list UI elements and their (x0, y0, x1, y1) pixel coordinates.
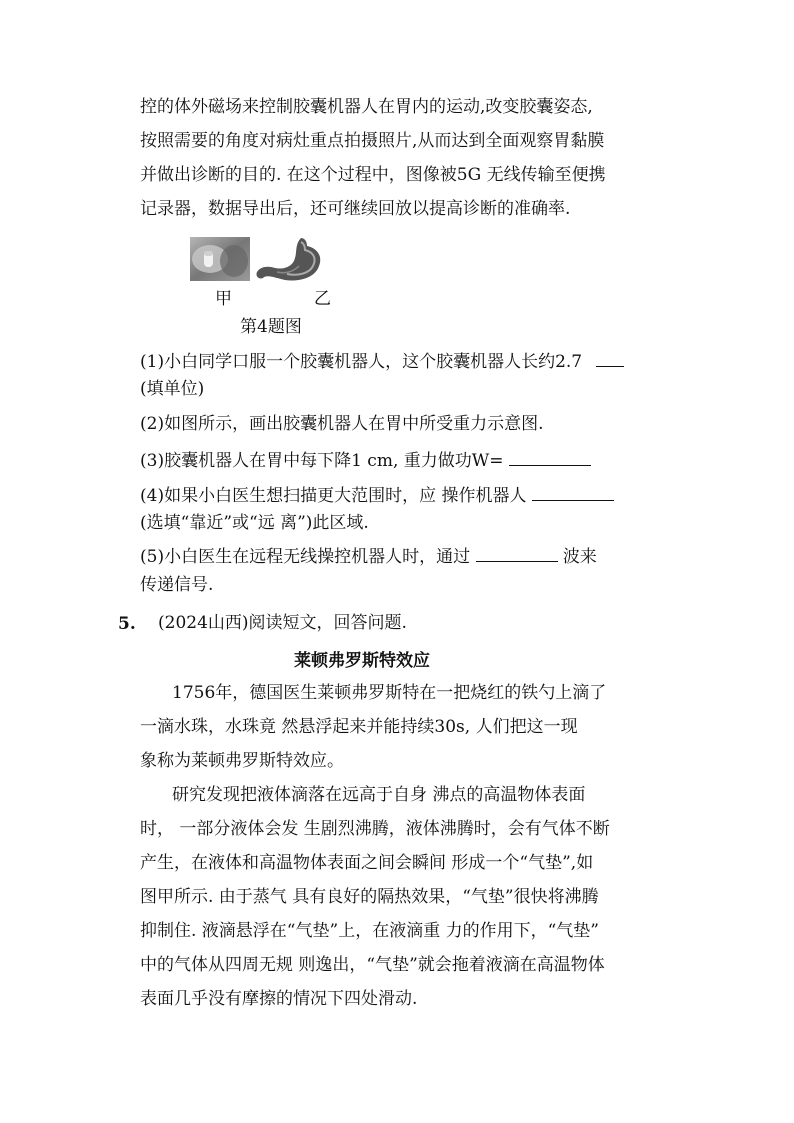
capsule-photo (190, 237, 250, 281)
article-title: 莱顿弗罗斯特效应 (294, 651, 430, 671)
figure-caption: 第4题图 (240, 317, 302, 337)
para2-line-4: 图甲所示. 由于蒸气 具有良好的隔热效果，“气垫”很快将沸腾 (140, 887, 599, 907)
q4-part1 (140, 350, 624, 373)
intro-line-2: 按照需要的角度对病灶重点拍摄照片,从而达到全面观察胃黏膜 (140, 131, 605, 151)
para2-line-3: 产生，在液体和高温物体表面之间会瞬间 形成一个“气垫”,如 (140, 853, 594, 873)
q4-part3 (140, 449, 591, 472)
q4-part4-hint: (选填“靠近”或“远 离”)此区域. (140, 513, 369, 533)
answer-blank-1[interactable] (596, 350, 624, 367)
para2-line-6: 中的气体从四周无规 则逸出，“气垫”就会拖着液滴在高温物体 (140, 955, 605, 975)
answer-blank-3[interactable] (509, 449, 591, 466)
para2-line-1: 研究发现把液体滴落在远高于自身 沸点的高温物体表面 (172, 785, 586, 805)
q4-part5 (140, 545, 597, 568)
intro-line-1: 控的体外磁场来控制胶囊机器人在胃内的运动,改变胶囊姿态, (140, 97, 593, 117)
q4-part4 (140, 484, 614, 507)
figure-label-yi: 乙 (314, 289, 331, 309)
para2-line-7: 表面几乎没有摩擦的情况下四处滑动. (140, 989, 418, 1009)
q4-part5-tail: 波来 (562, 547, 597, 567)
answer-blank-4[interactable] (532, 484, 614, 501)
intro-line-3: 并做出诊断的目的. 在这个过程中，图像被5G 无线传输至便携 (140, 165, 606, 185)
intro-line-4: 记录器，数据导出后，还可继续回放以提高诊断的准确率. (140, 199, 571, 219)
q5-number: 5. (118, 614, 136, 634)
q5-source: (2024山西)阅读短文，回答问题. (158, 613, 407, 633)
figure-label-jia: 甲 (215, 289, 232, 309)
q4-part5-text: (5)小白医生在远程无线操控机器人时，通过 (140, 547, 471, 567)
q4-part1-unit: (填单位) (140, 379, 205, 399)
para2-line-5: 抑制住. 液滴悬浮在“气垫”上，在液滴重 力的作用下，“气垫” (140, 921, 599, 941)
para1-line-2: 一滴水珠，水珠竟 然悬浮起来并能持续30s, 人们把这一现 (140, 717, 578, 737)
q4-part2: (2)如图所示，画出胶囊机器人在胃中所受重力示意图. (140, 414, 544, 434)
para1-line-3: 象称为莱顿弗罗斯特效应。 (140, 751, 344, 771)
q4-part3-text: (3)胶囊机器人在胃中每下降1 cm, 重力做功W= (140, 451, 504, 471)
q4-part5-end: 传递信号. (140, 575, 214, 595)
q4-part4-text: (4)如果小白医生想扫描更大范围时，应 操作机器人 (140, 486, 527, 506)
para2-line-2: 时， 一部分液体会发 生剧烈沸腾，液体沸腾时，会有气体不断 (140, 819, 610, 839)
stomach-illustration (255, 236, 327, 284)
para1-line-1: 1756年，德国医生莱顿弗罗斯特在一把烧红的铁勺上滴了 (172, 683, 607, 703)
answer-blank-5[interactable] (476, 545, 558, 562)
q4-part1-text: (1)小白同学口服一个胶囊机器人，这个胶囊机器人长约2.7 (140, 352, 583, 372)
